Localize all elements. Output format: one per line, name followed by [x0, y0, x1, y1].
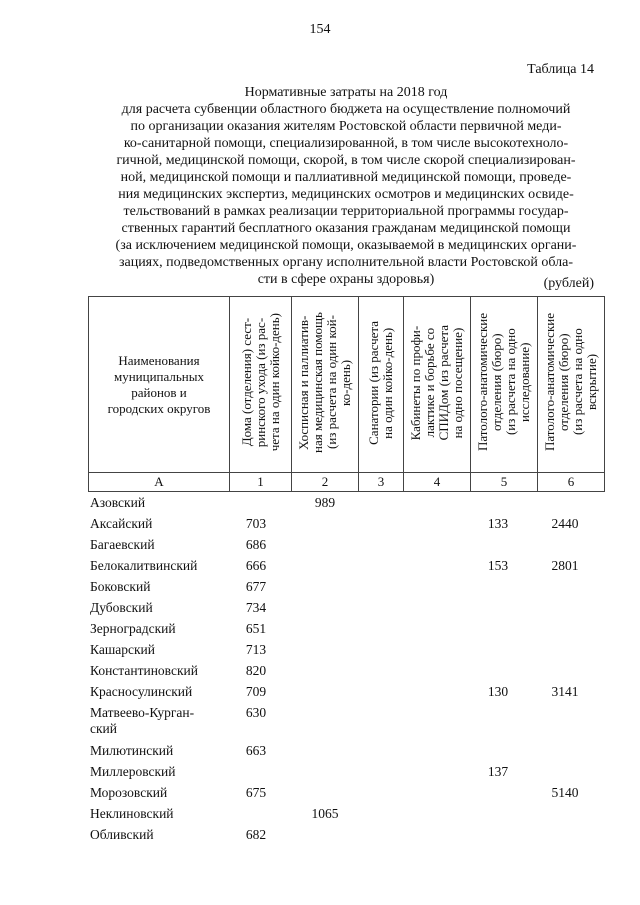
col-num-a: А: [89, 473, 230, 492]
table-body: [90, 495, 600, 848]
value-col-1: 675: [245, 785, 267, 800]
table-row: [90, 558, 600, 579]
header-col-label: Патолого-анатомические отделения (бюро) (из расчета на одно вскрытие): [542, 313, 599, 452]
header-col-label: Дома (отделения) сест- ринского ухода (из рас- чета на один койко-день): [238, 313, 282, 452]
title-line: тельствований в рамках реализации территориальной программы государ-: [123, 204, 569, 219]
district-name: Аксайский: [90, 516, 153, 531]
table-row: [90, 495, 600, 516]
value-col-1: 703: [245, 516, 267, 531]
header-col-label: Санатории (из расчета на один койко-день): [366, 320, 395, 445]
table-header: [88, 296, 605, 492]
district-name: Милютинский: [90, 743, 174, 758]
district-name: Кашарский: [90, 642, 155, 657]
header-col-4: [404, 297, 471, 473]
table-row: [90, 743, 600, 764]
district-name: Багаевский: [90, 537, 155, 552]
value-col-1: 651: [245, 621, 267, 636]
district-name: Зерноградский: [90, 621, 176, 636]
col-num-2: 2: [292, 473, 359, 492]
title-line: зациях, подведомственных органу исполнительной власти Ростовской обла-: [118, 255, 574, 270]
table-row: [90, 764, 600, 785]
header-col-label: Патолого-анатомические отделения (бюро) (из расчета на одно исследование): [475, 313, 532, 452]
value-col-1: 682: [245, 827, 267, 842]
header-col-5: [471, 297, 538, 473]
title-line: Нормативные затраты на 2018 год: [244, 85, 448, 100]
table-row: [90, 684, 600, 705]
header-col-label: Хосписная и паллиатив- ная медицинская помощь (из расчета на один кой- ко-день): [296, 312, 353, 453]
value-col-6: 5140: [551, 785, 579, 800]
table-title: [96, 84, 596, 288]
header-name-cell: [89, 297, 230, 473]
header-col-2: [292, 297, 359, 473]
title-line: ния медицинских экспертиз, медицинских осмотров и медицинских освиде-: [118, 187, 574, 202]
value-col-1: 663: [245, 743, 267, 758]
district-name: Матвеево-Курган- ский: [90, 705, 195, 736]
page-number: 154: [309, 22, 331, 37]
table-row: [90, 705, 600, 743]
table-row: [90, 827, 600, 848]
district-name: Константиновский: [90, 663, 198, 678]
table-row: [90, 516, 600, 537]
title-line: сти в сфере охраны здоровья): [257, 272, 435, 287]
district-name: Миллеровский: [90, 764, 176, 779]
value-col-1: 666: [245, 558, 267, 573]
unit-label: (рублей): [543, 276, 594, 291]
value-col-5: 133: [487, 516, 509, 531]
value-col-6: 2801: [551, 558, 579, 573]
value-col-1: 820: [245, 663, 267, 678]
table-label: Таблица 14: [527, 62, 594, 77]
district-name: Белокалитвинский: [90, 558, 198, 573]
district-name: Красносулинский: [90, 684, 193, 699]
table-row: [90, 579, 600, 600]
col-num-3: 3: [359, 473, 404, 492]
table-row: [90, 600, 600, 621]
value-col-1: 686: [245, 537, 267, 552]
table-row: [90, 785, 600, 806]
title-line: для расчета субвенции областного бюджета на осуществление полномочий: [121, 102, 571, 117]
value-col-1: 630: [245, 705, 267, 720]
value-col-1: 734: [245, 600, 267, 615]
title-line: по организации оказания жителям Ростовской области первичной меди-: [130, 119, 562, 134]
value-col-1: 677: [245, 579, 267, 594]
col-num-1: 1: [230, 473, 292, 492]
value-col-5: 153: [487, 558, 509, 573]
title-line: ственных гарантий бесплатного оказания гражданам медицинской помощи: [121, 221, 571, 236]
header-col-3: [359, 297, 404, 473]
district-name: Неклиновский: [90, 806, 174, 821]
table-row: [90, 642, 600, 663]
value-col-5: 130: [487, 684, 509, 699]
header-name-label: Наименования муниципальных районов и городских округов: [107, 352, 211, 416]
district-name: Боковский: [90, 579, 151, 594]
value-col-5: 137: [487, 764, 509, 779]
value-col-2: 1065: [311, 806, 339, 821]
table-row: [90, 537, 600, 558]
title-line: гичной, медицинской помощи, скорой, в том числе скорой специализирован-: [116, 153, 576, 168]
header-col-label: Кабинеты по профи- лактике и борьбе со СПИДом (из расчета на одно посещение): [408, 324, 465, 441]
district-name: Обливский: [90, 827, 154, 842]
col-num-6: 6: [538, 473, 605, 492]
table-row: [90, 621, 600, 642]
col-num-5: 5: [471, 473, 538, 492]
title-line: ко-санитарной помощи, специализированной, в том числе высокотехноло-: [123, 136, 569, 151]
district-name: Азовский: [90, 495, 146, 510]
header-col-6: [538, 297, 605, 473]
value-col-2: 989: [314, 495, 336, 510]
title-line: (за исключением медицинской помощи, оказываемой в медицинских органи-: [115, 238, 577, 253]
value-col-6: 3141: [551, 684, 579, 699]
value-col-1: 709: [245, 684, 267, 699]
district-name: Морозовский: [90, 785, 168, 800]
value-col-1: 713: [245, 642, 267, 657]
table-row: [90, 663, 600, 684]
value-col-6: 2440: [551, 516, 579, 531]
district-name: Дубовский: [90, 600, 153, 615]
title-line: ной, медицинской помощи и паллиативной медицинской помощи, проведе-: [120, 170, 572, 185]
col-num-4: 4: [404, 473, 471, 492]
table-row: [90, 806, 600, 827]
header-col-1: [230, 297, 292, 473]
